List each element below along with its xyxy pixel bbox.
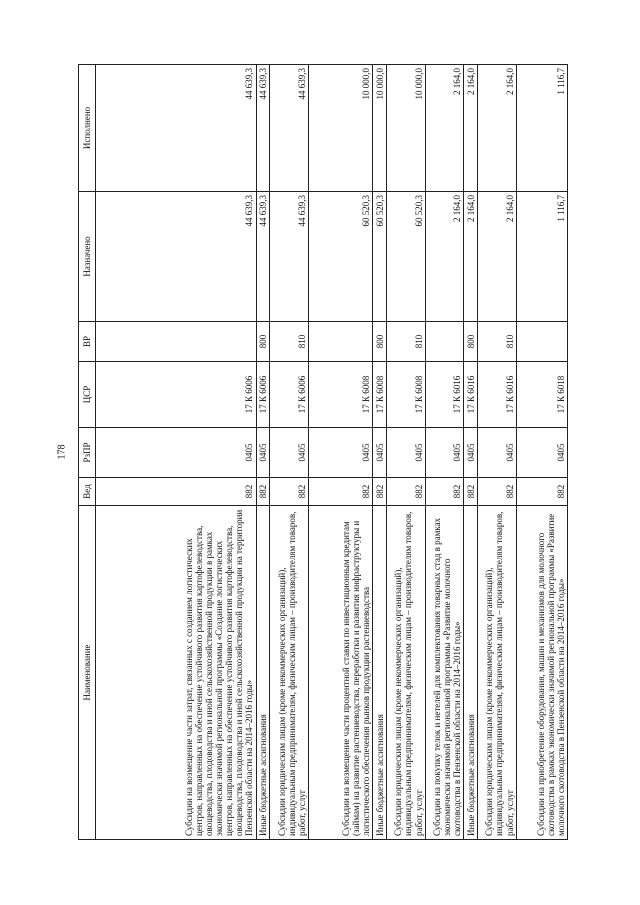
cell-executed: 44 639,3: [270, 65, 309, 192]
cell-csr: 17 К 6006: [96, 362, 256, 428]
cell-rzpr: 0405: [387, 428, 426, 478]
cell-ved: 882: [256, 478, 270, 506]
cell-executed: 44 639,3: [256, 65, 270, 192]
cell-csr: 17 К 6016: [478, 362, 517, 428]
cell-csr: 17 К 6008: [387, 362, 426, 428]
table-row: [256, 65, 270, 840]
cell-assigned: 44 639,3: [256, 192, 270, 322]
header-assigned: Назначено: [79, 192, 96, 322]
budget-table: [78, 64, 568, 840]
cell-executed: 10 000,0: [308, 65, 372, 192]
cell-ved: 882: [308, 478, 372, 506]
cell-ved: 882: [425, 478, 464, 506]
cell-assigned: 2 164,0: [464, 192, 478, 322]
table-row: [387, 65, 426, 840]
header-vr: ВР: [79, 322, 96, 362]
cell-assigned: 60 520,3: [373, 192, 387, 322]
table-row: [308, 65, 372, 840]
cell-name: Субсидии юридическим лицам (кроме некоммерческих организаций), индивидуальным предпринимателям, физическим лицам – производителям товаров, работ, услуг: [270, 506, 309, 840]
cell-rzpr: 0405: [516, 428, 567, 478]
cell-executed: 2 164,0: [464, 65, 478, 192]
cell-ved: 882: [387, 478, 426, 506]
cell-executed: 10 000,0: [387, 65, 426, 192]
table-row: [270, 65, 309, 840]
cell-rzpr: 0405: [425, 428, 464, 478]
cell-vr: [308, 322, 372, 362]
cell-name: Субсидии на покупку телок и нетелей для комплектования товарных стад в рамках экономически значимой региональной программы «Развитие молочного скотоводства в Пензенской области на 2014–2016 годы»: [425, 506, 464, 840]
header-rzpr: РзПР: [79, 428, 96, 478]
cell-csr: 17 К 6016: [464, 362, 478, 428]
cell-name: Иные бюджетные ассигнования: [256, 506, 270, 840]
cell-name: Субсидии юридическим лицам (кроме некоммерческих организаций), индивидуальным предпринимателям, физическим лицам – производителям товаров, работ, услуг: [478, 506, 517, 840]
cell-rzpr: 0405: [373, 428, 387, 478]
cell-rzpr: 0405: [464, 428, 478, 478]
cell-assigned: 2 164,0: [478, 192, 517, 322]
cell-vr: 800: [373, 322, 387, 362]
cell-csr: 17 К 6018: [516, 362, 567, 428]
cell-vr: [96, 322, 256, 362]
cell-vr: 800: [256, 322, 270, 362]
cell-ved: 882: [478, 478, 517, 506]
table-row: [425, 65, 464, 840]
cell-executed: 1 116,7: [516, 65, 567, 192]
cell-csr: 17 К 6016: [425, 362, 464, 428]
cell-vr: [425, 322, 464, 362]
rotated-table-container: [78, 65, 568, 840]
cell-rzpr: 0405: [256, 428, 270, 478]
table-row: [516, 65, 567, 840]
header-name: Наименование: [79, 506, 96, 840]
cell-rzpr: 0405: [478, 428, 517, 478]
cell-assigned: 1 116,7: [516, 192, 567, 322]
cell-executed: 44 639,3: [96, 65, 256, 192]
cell-ved: 882: [516, 478, 567, 506]
cell-csr: 17 К 6006: [270, 362, 309, 428]
cell-ved: 882: [373, 478, 387, 506]
table-row: [464, 65, 478, 840]
table-row: [478, 65, 517, 840]
cell-executed: 2 164,0: [478, 65, 517, 192]
page-number: 178: [56, 444, 68, 460]
cell-ved: 882: [464, 478, 478, 506]
cell-assigned: 44 639,3: [96, 192, 256, 322]
cell-rzpr: 0405: [96, 428, 256, 478]
cell-vr: 800: [464, 322, 478, 362]
cell-rzpr: 0405: [270, 428, 309, 478]
cell-name: Иные бюджетные ассигнования: [373, 506, 387, 840]
cell-csr: 17 К 6008: [373, 362, 387, 428]
cell-ved: 882: [96, 478, 256, 506]
header-executed: Исполнено: [79, 65, 96, 192]
table-row: [96, 65, 256, 840]
cell-rzpr: 0405: [308, 428, 372, 478]
cell-vr: [516, 322, 567, 362]
cell-assigned: 60 520,3: [387, 192, 426, 322]
cell-csr: 17 К 6006: [256, 362, 270, 428]
cell-executed: 10 000,0: [373, 65, 387, 192]
header-csr: ЦСР: [79, 362, 96, 428]
cell-assigned: 44 639,3: [270, 192, 309, 322]
cell-assigned: 60 520,3: [308, 192, 372, 322]
header-ved: Вед: [79, 478, 96, 506]
table-header-row: [79, 65, 96, 840]
cell-csr: 17 К 6008: [308, 362, 372, 428]
cell-vr: 810: [478, 322, 517, 362]
cell-name: Субсидии на возмещение части процентной ставки по инвестиционным кредитам (займам) на развитие растениеводства, переработки и развития инфраструктуры и логистического обеспечения рынков продукции растениеводства: [308, 506, 372, 840]
cell-assigned: 2 164,0: [425, 192, 464, 322]
cell-ved: 882: [270, 478, 309, 506]
table-row: [373, 65, 387, 840]
cell-executed: 2 164,0: [425, 65, 464, 192]
cell-name: Иные бюджетные ассигнования: [464, 506, 478, 840]
cell-name: Субсидии на возмещение части затрат, связанных с созданием логистических центров, направленных на обеспечение устойчивого развития картофелеводства, овощеводства, плодоводства и иной сельскохозяйственной продукции в рамках экономически значимой региональной программы «Создание логистических центров, направленных на обеспечение устойчивого развития картофелеводства, овощеводства, плодоводства и иной сельскохозяйственной продукции на территории Пензенской области на 2014–2016 годы»: [96, 506, 256, 840]
cell-name: Субсидии на приобретение оборудования, машин и механизмов для молочного скотоводства в рамках экономически значимой региональной программы «Развитие молочного скотоводства в Пензенской области на 2014–2016 годы»: [516, 506, 567, 840]
cell-vr: 810: [387, 322, 426, 362]
cell-vr: 810: [270, 322, 309, 362]
cell-name: Субсидии юридическим лицам (кроме некоммерческих организаций), индивидуальным предпринимателям, физическим лицам – производителям товаров, работ, услуг: [387, 506, 426, 840]
